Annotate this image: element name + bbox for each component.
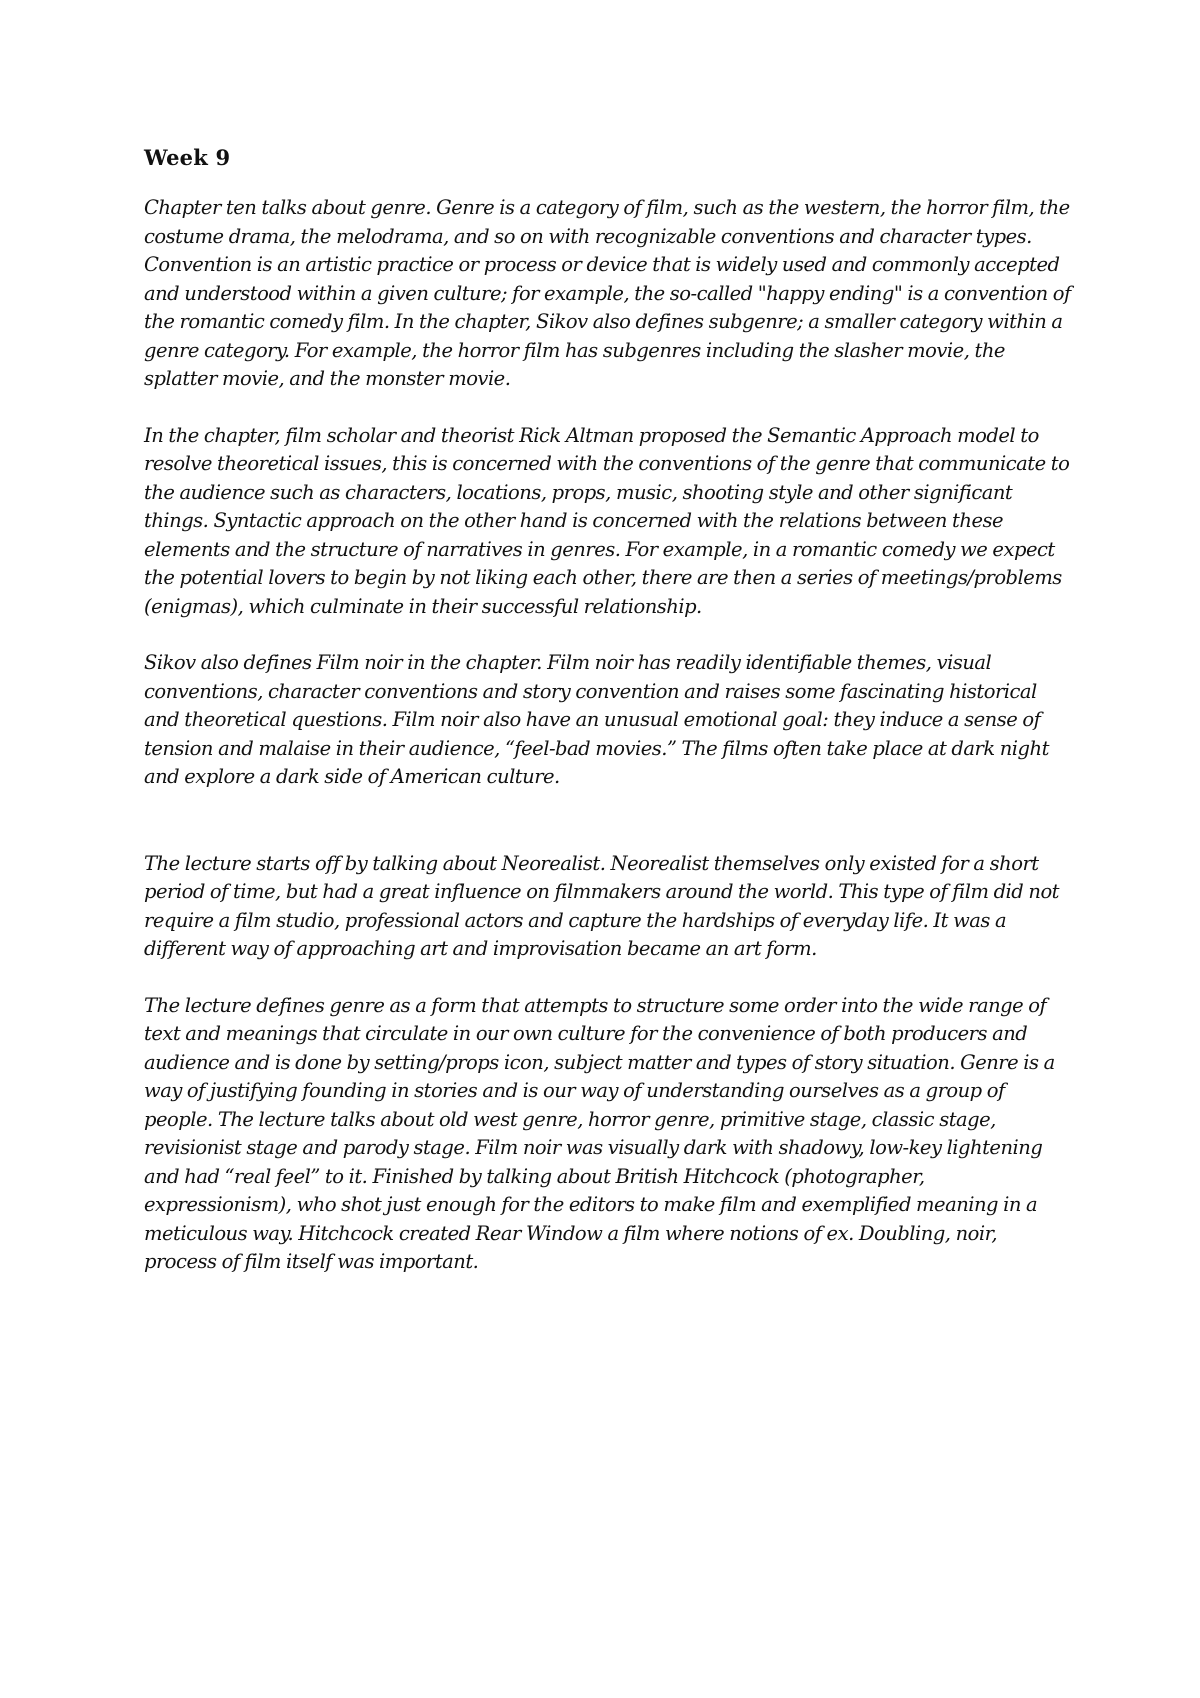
paragraph-semantic-approach: In the chapter, film scholar and theorist Rick Altman proposed the Semantic Approach model to resolve theoretical issues, this is concerned with the conventions of the genre that communicate to the audience such as characters, locations, props, music, shooting style and other significant things. Syntactic approach on the other hand is concerned with the relations between these elements and the structure of narratives in genres. For example, in a romantic comedy we expect the potential lovers to begin by not liking each other, there are then a series of meetings/problems (enigmas), which culminate in their successful relationship. (144, 423, 1070, 618)
paragraph-genre: Chapter ten talks about genre. Genre is a category of film, such as the western, the horror film, the costume drama, the melodrama, and so on with recognizable conventions and character types. Convention is an artistic practice or process or device that is widely used and commonly accepted and understood within a given culture; for example, the so-called "happy ending" is a convention of the romantic comedy film. In the chapter, Sikov also defines subgenre; a smaller category within a genre category. For example, the horror film has subgenres including the slasher movie, the splatter movie, and the monster movie. (144, 196, 1071, 390)
paragraph-film-noir: Sikov also defines Film noir in the chapter. Film noir has readily identifiable themes, visual conventions, character conventions and story convention and raises some fascinating historical and theoretical questions. Film noir also have an unusual emotional goal: they induce a sense of tension and malaise in their audience, “feel-bad movies.” The films often take place at dark night and explore a dark side of American culture. (144, 651, 1049, 788)
document-body (144, 140, 1074, 1305)
paragraph-neorealist: The lecture starts off by talking about Neorealist. Neorealist themselves only existed for a short period of time, but had a great influence on filmmakers around the world. This type of film did not require a film studio, professional actors and capture the hardships of everyday life. It was a different way of approaching art and improvisation became an art form. (144, 851, 1060, 960)
document-title: Week 9 (144, 145, 231, 170)
paragraph-lecture-genre: The lecture defines genre as a form that attempts to structure some order into the wide range of text and meanings that circulate in our own culture for the convenience of both producers and audience and is done by setting/props icon, subject matter and types of story situation. Genre is a way of justifying founding in stories and is our way of understanding ourselves as a group of people. The lecture talks about old west genre, horror genre, primitive stage, classic stage, revisionist stage and parody stage. Film noir was visually dark with shadowy, low-key lightening and had “real feel” to it. Finished by talking about British Hitchcock (photographer, expressionism), who shot just enough for the editors to make film and exemplified meaning in a meticulous way. Hitchcock created Rear Window a film where notions of ex. Doubling, noir, process of film itself was important. (144, 993, 1055, 1273)
